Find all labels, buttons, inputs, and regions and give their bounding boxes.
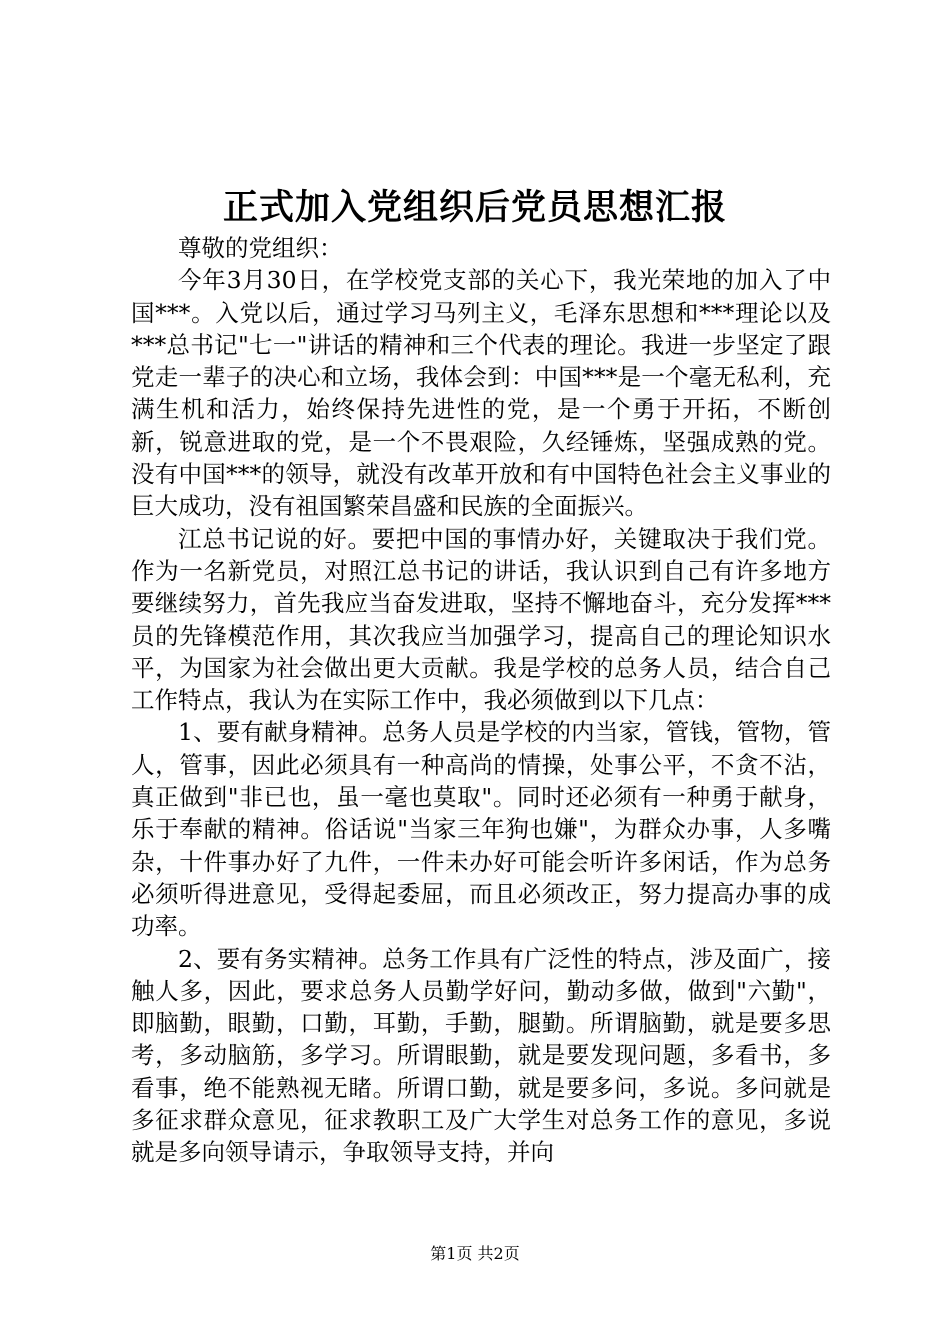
- page-number-footer: 第1页 共2页: [430, 1244, 520, 1263]
- paragraph-2: 江总书记说的好。要把中国的事情办好，关键取决于我们党。作为一名新党员，对照江总书记的讲话，我认识到自己有许多地方要继续努力，首先我应当奋发进取，坚持不懈地奋斗，充分发挥***员的先锋模范作用，其次我应当加强学习，提高自己的理论知识水平，为国家为社会做出更大贡献。我是学校的总务人员，结合自己工作特点，我认为在实际工作中，我必须做到以下几点：: [131, 524, 831, 715]
- document-body: [131, 232, 831, 1169]
- paragraph-3: 1、要有献身精神。总务人员是学校的内当家，管钱，管物，管人，管事，因此必须具有一种高尚的情操，处事公平，不贪不沾，真正做到"非已也，虽一毫也莫取"。同时还必须有一种勇于献身，乐于奉献的精神。俗话说"当家三年狗也嫌"，为群众办事，人多嘴杂，十件事办好了九件，一件未办好可能会听许多闲话，作为总务必须听得进意见，受得起委屈，而且必须改正，努力提高办事的成功率。: [131, 718, 831, 941]
- paragraph-1: 今年3月30日，在学校党支部的关心下，我光荣地的加入了中国***。入党以后，通过学习马列主义，毛泽东思想和***理论以及***总书记"七一"讲话的精神和三个代表的理论。我进一步坚定了跟党走一辈子的决心和立场，我体会到：中国***是一个毫无私利，充满生机和活力，始终保持先进性的党，是一个勇于开拓，不断创新，锐意进取的党，是一个不畏艰险，久经锤炼，坚强成熟的党。没有中国***的领导，就没有改革开放和有中国特色社会主义事业的巨大成功，没有祖国繁荣昌盛和民族的全面振兴。: [131, 266, 831, 521]
- document-title: 正式加入党组织后党员思想汇报: [222, 187, 727, 228]
- paragraph-4: 2、要有务实精神。总务工作具有广泛性的特点，涉及面广，接触人多，因此，要求总务人员勤学好问，勤动多做，做到"六勤"，即脑勤，眼勤，口勤，耳勤，手勤，腿勤。所谓脑勤，就是要多思考，多动脑筋，多学习。所谓眼勤，就是要发现问题，多看书，多看事，绝不能熟视无睹。所谓口勤，就是要多问，多说。多问就是多征求群众意见，征求教职工及广大学生对总务工作的意见，多说就是多向领导请示，争取领导支持，并向: [131, 944, 831, 1167]
- salutation: 尊敬的党组织：: [178, 234, 343, 262]
